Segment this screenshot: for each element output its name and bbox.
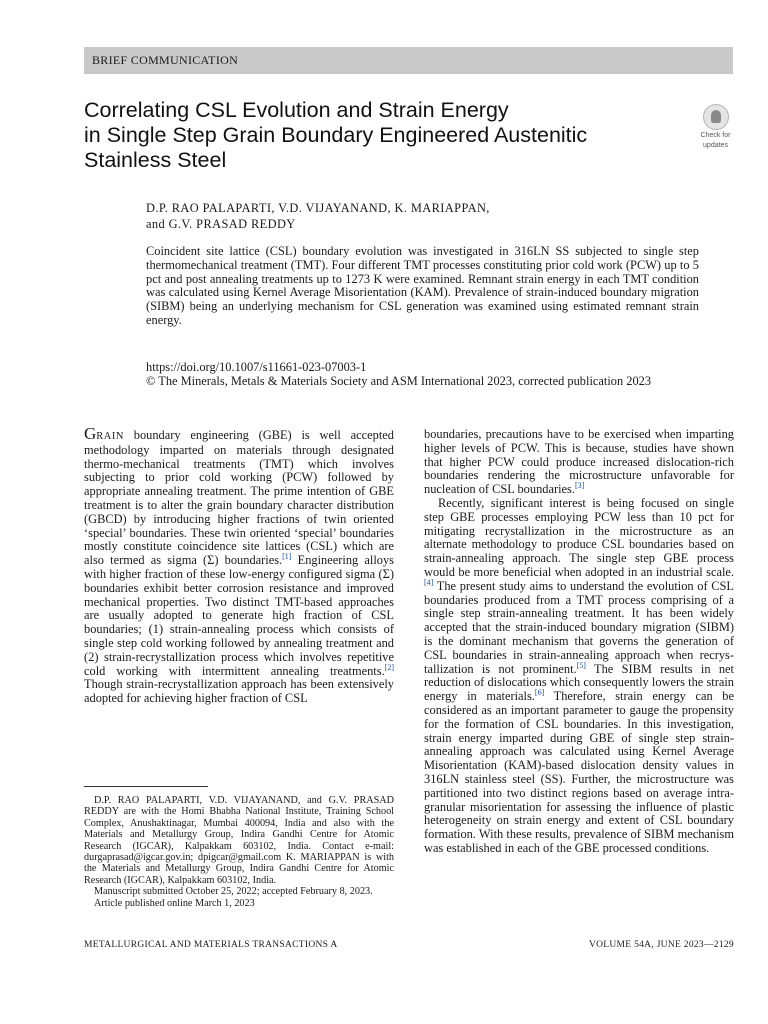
footnote-affiliations: D.P. RAO PALAPARTI, V.D. VIJAYANAND, and G.V. PRASAD REDDY are with the Homi Bhabha National Institute, Training School Complex, Anushaktinagar, Mumbai 400094, India and also with the Materials and Metallurgy Group, Indira Gandhi Centre for Atomic Research (IGCAR), Kalpakkam 603102, India. Contact e-mail: durgaprasad@igcar.gov.in; dpigcar@gmail.com K. MARIAPPAN is with the Materials and Metallurgy Group, Indira Gandhi Centre for Atomic Research (IGCAR), Kalpakkam 603102, India. <box>84 795 394 886</box>
body-paragraph <box>424 428 734 497</box>
title-line: in Single Step Grain Boundary Engineered Austenitic <box>84 123 588 147</box>
small-caps-lead: RAIN <box>96 431 124 442</box>
footnote-divider <box>84 786 208 787</box>
author-list <box>146 200 686 232</box>
citation-link[interactable]: [4] <box>424 577 434 587</box>
citation-link[interactable]: [1] <box>282 552 292 562</box>
paragraph-text: boundary engineering (GBE) is well accepted methodology imparted on materials through designated thermo-mechanical treatments (TMT) which involves subjecting to prior cold working (PCW) followed by appropriate annealing treatment. The prime intention of GBE treatment is to alter the grain boundary character distribution (GBCD) by introducing higher fractions of twin oriented ‘special’ boundaries. These twin oriented ‘special’ boundaries mostly constitute coincidence site lattices (CSL) which are also termed as sigma (Σ) boundaries. <box>84 428 394 568</box>
badge-label-line2: updates <box>703 141 728 149</box>
body-column-right <box>424 428 734 856</box>
citation-link[interactable]: [6] <box>534 688 545 698</box>
title-line: Stainless Steel <box>84 148 227 172</box>
abstract: Coincident site lattice (CSL) boundary evolution was investigated in 316LN SS subjected to single step thermomechanical treatment (TMT). Four different TMT processes constituting prior cold work (PCW) up to 5 pct and post annealing treatments up to 1273 K were examined. Remnant strain energy in each TMT condition was calculated using Kernel Average Misorientation (KAM). Prevalence of strain-induced boundary migration (SIBM) being an underlying mechanism for CSL generation was examined using estimated remnant strain energy. <box>146 244 699 327</box>
drop-cap: G <box>84 424 97 443</box>
article-title <box>84 98 654 173</box>
paragraph-text: Therefore, strain energy can be considered as an important parameter to gauge the propensity for the formation of CSL boundaries. In this investigation, strain energy imparted during GBE of single step strain-annealing approach was calculated using Kernel Average Misorientation (KAM)-based dislocation density values in 316LN stainless steel (SS). Further, the microstructure was partitioned into two distinct regions based on average intra-granular misorientation for assessing the influence of plastic heterogeneity on strain energy and extent of CSL boundary formation. With these results, prevalence of SIBM mechanism was established in each of the GBE processed conditions. <box>424 689 734 855</box>
body-paragraph <box>84 424 394 706</box>
paragraph-text: Though strain-recrystallization approach has been extensively adopted for achieving higher fraction of CSL <box>84 677 394 706</box>
footnote-published: Article published online March 1, 2023 <box>94 897 255 909</box>
paragraph-text: The SIBM results in net reduction of dislocations which consequently lowers the strain energy in materials. <box>424 661 734 704</box>
paragraph-text: The present study aims to understand the evolution of CSL boundaries produced from a TMT process comprising of a single step strain-annealing treatment. It has been widely accepted that the strain-induced boundary migration (SIBM) is the dominant mechanism that governs the generation of CSL boundaries in strain-annealing approach when recrystallization is not prominent. <box>424 578 734 676</box>
paragraph-text: Engineering alloys with higher fraction of these low-energy configured sigma (Σ) boundaries exhibit better corrosion resistance and improved mechanical properties. Two distinct TMT-based approaches are usually adopted to generate high fraction of CSL boundaries; (1) strain-annealing process which consists of single step cold working followed by annealing treatment and (2) strain-recrystallization process which involves repetitive cold working with intermittent annealing treatments. <box>84 553 394 678</box>
bookmark-icon <box>703 104 729 130</box>
author-footnote <box>84 795 394 909</box>
paragraph-text: boundaries, precautions have to be exercised when imparting higher levels of PCW. This is because, studies have shown that higher PCW could produce increased dislocation-rich boundaries rendering the microstructure unfavorable for nucleation of CSL boundaries. <box>424 427 734 497</box>
body-paragraph <box>424 497 734 856</box>
paragraph-text: Recently, significant interest is being focused on single step GBE processes employing PCW less than 10 pct for mitigating recrystallization in the microstructure as an alternate methodology to produce CSL boundaries based on strain-annealing approach. The single step GBE process would be more beneficial when adopted in an industrial scale. <box>424 495 734 579</box>
section-label: BRIEF COMMUNICATION <box>92 53 239 67</box>
copyright-notice: © The Minerals, Metals & Materials Society and ASM International 2023, corrected publication 2023 <box>146 374 652 388</box>
body-column-left <box>84 424 394 706</box>
doi-link[interactable]: https://doi.org/10.1007/s11661-023-07003-1 <box>146 360 367 374</box>
title-line: Correlating CSL Evolution and Strain Energy <box>84 98 509 122</box>
citation-link[interactable]: [5] <box>576 660 586 670</box>
check-for-updates-badge[interactable] <box>697 104 734 149</box>
author-line: and G.V. PRASAD REDDY <box>146 217 296 231</box>
citation-link[interactable]: [2] <box>384 662 394 672</box>
citation-link[interactable]: [3] <box>574 481 585 491</box>
footnote-submitted: Manuscript submitted October 25, 2022; accepted February 8, 2023. <box>94 886 373 898</box>
badge-label-line1: Check for <box>700 132 731 139</box>
volume-page-footer: VOLUME 54A, JUNE 2023—2129 <box>588 940 734 950</box>
author-line: D.P. RAO PALAPARTI, V.D. VIJAYANAND, K. MARIAPPAN, <box>146 201 490 215</box>
section-header-bar <box>84 47 733 74</box>
journal-name-footer: METALLURGICAL AND MATERIALS TRANSACTIONS A <box>84 940 338 950</box>
